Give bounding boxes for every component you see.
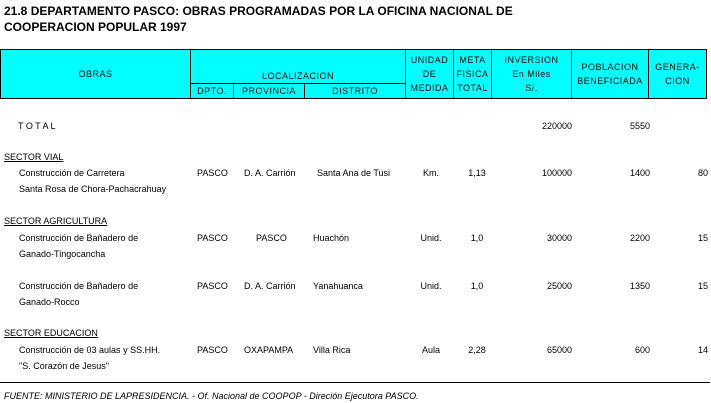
row-1-generacion: 80 (697, 168, 708, 178)
row-1-provincia: D. A. Carrión (244, 168, 296, 178)
row-1-meta: 1,13 (468, 168, 486, 178)
row-1-obra-line-1: Construcción de Carretera (19, 168, 125, 178)
col-unidad: UNIDAD DE MEDIDA (406, 50, 454, 99)
title-line-2: COOPERACION POPULAR 1997 (4, 20, 187, 34)
col-distrito: DISTRITO (305, 84, 406, 99)
col-poblacion: POBLACION BENEFICIADA (572, 50, 649, 99)
row-4-generacion: 14 (697, 345, 708, 355)
section-vial: SECTOR VIAL (4, 152, 64, 162)
row-4-poblacion: 600 (634, 345, 650, 355)
row-2-meta: 1,0 (470, 233, 484, 243)
row-1-dpto: PASCO (197, 168, 228, 178)
col-generacion: GENERA- CION (649, 50, 707, 99)
section-educacion: SECTOR EDUCACION (4, 328, 98, 338)
row-2-obra-line-1: Construcción de Bañadero de (19, 233, 139, 243)
row-1-unidad: Km. (422, 168, 439, 178)
row-3-meta: 1,0 (470, 281, 484, 291)
row-2-dpto: PASCO (197, 233, 228, 243)
row-4-unidad: Aula (421, 345, 440, 355)
col-localizacion: LOCALIZACION (191, 50, 406, 84)
row-1-inversion: 100000 (541, 168, 572, 178)
row-2-provincia: PASCO (256, 233, 287, 243)
total-poblacion: 5550 (629, 121, 650, 131)
row-3-obra-line-1: Construcción de Bañadero de (19, 281, 139, 291)
footer-divider (0, 382, 710, 383)
col-obras: OBRAS (1, 50, 191, 99)
row-3-dpto: PASCO (197, 281, 228, 291)
total-inversion: 220000 (541, 121, 572, 131)
row-4-obra-line-2: "S. Corazón de Jesus" (19, 361, 109, 371)
col-provincia: PROVINCIA (234, 84, 305, 99)
row-4-dpto: PASCO (197, 345, 228, 355)
row-4-distrito: Villa Rica (313, 345, 351, 355)
row-2-unidad: Unid. (420, 233, 442, 243)
col-inversion: INVERSION En Miles S/. (492, 50, 572, 99)
row-1-poblacion: 1400 (629, 168, 650, 178)
total-label: T O T A L (18, 121, 56, 131)
title-line-1: 21.8 DEPARTAMENTO PASCO: OBRAS PROGRAMADAS POR LA OFICINA NACIONAL DE (4, 4, 513, 18)
row-2-poblacion: 2200 (629, 233, 650, 243)
row-3-generacion: 15 (697, 281, 708, 291)
row-3-provincia: D. A. Carrión (244, 281, 296, 291)
col-dpto: DPTO. (191, 84, 234, 99)
col-meta: META FISICA TOTAL (454, 50, 492, 99)
row-1-obra-line-2: Santa Rosa de Chora-Pachacrahuay (19, 184, 167, 194)
source-note: FUENTE: MINISTERIO DE LAPRESIDENCIA. - Of. Nacional de COOPOP - Direción Ejecutora PASCO. (4, 391, 419, 401)
row-1-distrito: Santa Ana de Tusi (317, 168, 391, 178)
row-2-obra-line-2: Ganado-Tingocancha (19, 249, 106, 259)
row-4-obra-line-1: Construcción de 03 aulas y SS.HH. (19, 345, 161, 355)
row-3-distrito: Yanahuanca (313, 281, 363, 291)
row-3-obra-line-2: Ganado-Rocco (19, 297, 80, 307)
row-4-provincia: OXAPAMPA (244, 345, 294, 355)
row-3-inversion: 25000 (546, 281, 572, 291)
row-2-generacion: 15 (697, 233, 708, 243)
row-2-inversion: 30000 (546, 233, 572, 243)
section-agricultura: SECTOR AGRICULTURA (4, 216, 108, 226)
row-3-unidad: Unid. (420, 281, 442, 291)
row-4-inversion: 65000 (546, 345, 572, 355)
row-4-meta: 2,28 (468, 345, 486, 355)
row-2-distrito: Huachón (313, 233, 350, 243)
row-3-poblacion: 1350 (629, 281, 650, 291)
